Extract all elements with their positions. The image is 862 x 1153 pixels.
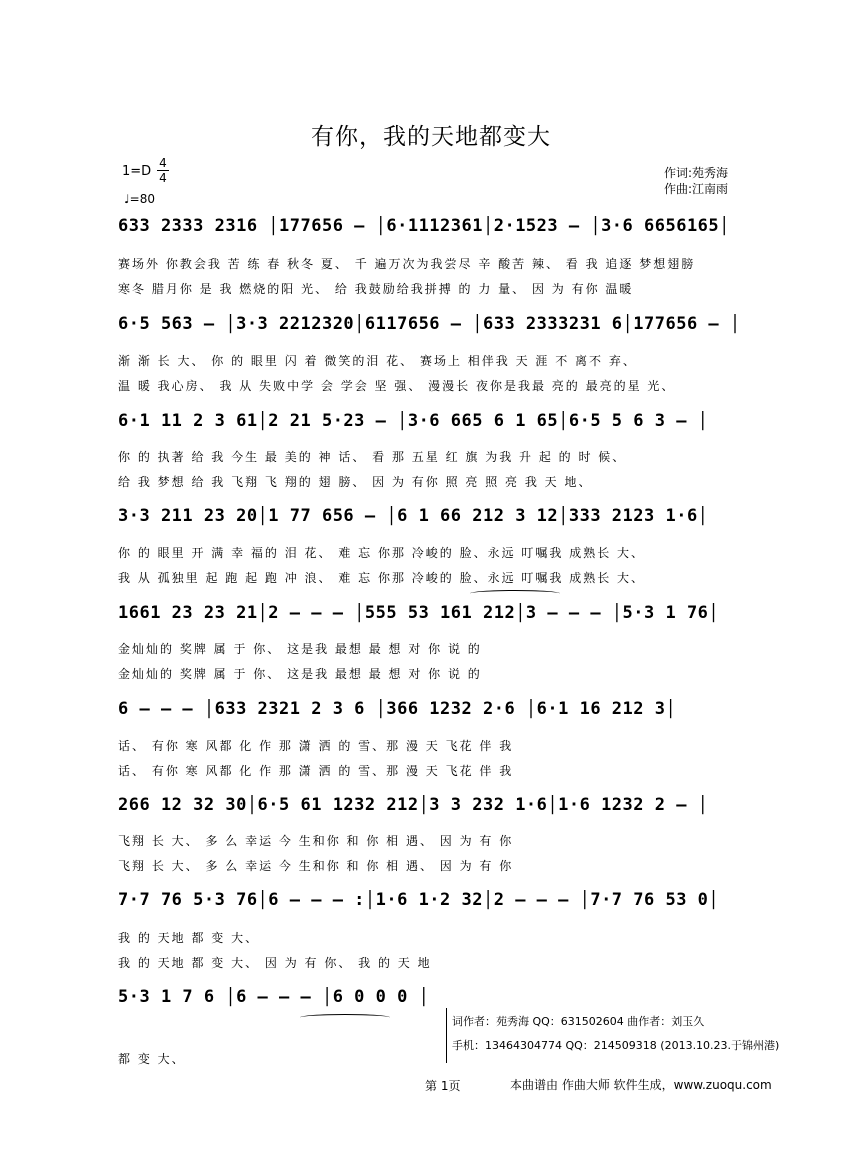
notation-line: 3·3 211 23 20│1 77 656 – │6 1 66 212 3 12│333 2123 1·6│ bbox=[118, 506, 709, 526]
staff-row bbox=[118, 597, 766, 631]
lyric-line: 飞翔 长 大、 多 么 幸运 今 生和你 和 你 相 遇、 因 为 有 你 bbox=[118, 834, 514, 848]
lyric-line: 金灿灿的 奖牌 属 于 你、 这是我 最想 最 想 对 你 说 的 bbox=[118, 642, 482, 656]
slur-mark bbox=[300, 1014, 390, 1021]
lyric-line: 你 的 执著 给 我 今生 最 美的 神 话、 看 那 五星 红 旗 为我 升 起 的 时 候、 bbox=[118, 450, 627, 464]
lyric-line: 温 暖 我心房、 我 从 失败中学 会 学会 坚 强、 漫漫长 夜你是我最 亮的 最亮的星 光、 bbox=[118, 379, 676, 393]
lyric-line: 话、 有你 寒 风都 化 作 那 潇 洒 的 雪、那 漫 天 飞花 伴 我 bbox=[118, 739, 514, 753]
staff-row bbox=[118, 884, 766, 918]
lyric-line: 飞翔 长 大、 多 么 幸运 今 生和你 和 你 相 遇、 因 为 有 你 bbox=[118, 859, 514, 873]
lyric-line: 渐 渐 长 大、 你 的 眼里 闪 着 微笑的泪 花、 赛场上 相伴我 天 涯 不 离不 弃、 bbox=[118, 354, 637, 368]
lyric-line: 金灿灿的 奖牌 属 于 你、 这是我 最想 最 想 对 你 说 的 bbox=[118, 667, 482, 681]
time-signature-top: 4 bbox=[159, 156, 167, 170]
notation-line: 6 – – – │633 2321 2 3 6 │366 1232 2·6 │6·1 16 212 3│ bbox=[118, 699, 677, 719]
time-signature-bottom: 4 bbox=[159, 171, 167, 185]
lyric-line: 话、 有你 寒 风都 化 作 那 潇 洒 的 雪、那 漫 天 飞花 伴 我 bbox=[118, 764, 514, 778]
footer-divider bbox=[446, 1008, 447, 1063]
lyricist-credit: 作词:苑秀海 bbox=[664, 166, 729, 180]
key-signature: 1=D bbox=[122, 164, 152, 179]
notation-line: 7·7 76 5·3 76│6 – – – :│1·6 1·2 32│2 – – – │7·7 76 53 0│ bbox=[118, 890, 720, 910]
footer-contact: 手机：13464304774 QQ：214509318 (2013.10.23.于锦州港) bbox=[452, 1039, 780, 1052]
staff-row bbox=[118, 405, 766, 439]
generator-credit: 本曲谱由 作曲大师 软件生成，www.zuoqu.com bbox=[510, 1078, 772, 1092]
song-title: 有你，我的天地都变大 bbox=[311, 124, 551, 150]
notation-line: 633 2333 2316 │177656 – │6·1112361│2·1523 – │3·6 6656165│ bbox=[118, 216, 730, 236]
lyric-line: 我 的 天地 都 变 大、 bbox=[118, 931, 260, 945]
staff-row bbox=[118, 693, 766, 727]
notation-line: 1661 23 23 21│2 – – – │555 53 161 212│3 – – – │5·3 1 76│ bbox=[118, 603, 720, 623]
staff-row bbox=[118, 500, 766, 534]
notation-line: 6·1 11 2 3 61│2 21 5·23 – │3·6 665 6 1 65│6·5 5 6 3 – │ bbox=[118, 411, 709, 431]
page-number: 第 1页 bbox=[425, 1079, 461, 1093]
lyric-line: 寒冬 腊月你 是 我 燃烧的阳 光、 给 我鼓励给我拼搏 的 力 量、 因 为 有你 温暖 bbox=[118, 282, 634, 296]
tempo-marking: ♩=80 bbox=[124, 192, 155, 206]
composer-credit: 作曲:江南雨 bbox=[664, 182, 729, 196]
slur-mark bbox=[470, 590, 560, 597]
staff-row bbox=[118, 789, 766, 823]
notation-line: 6·5 563 – │3·3 2212320│6117656 – │633 2333231 6│177656 – │ bbox=[118, 314, 741, 334]
staff-row bbox=[118, 308, 766, 342]
lyric-line: 赛场外 你教会我 苦 练 春 秋冬 夏、 千 遍万次为我尝尽 辛 酸苦 辣、 看 我 追逐 梦想翅膀 bbox=[118, 257, 696, 271]
lyric-line: 给 我 梦想 给 我 飞翔 飞 翔的 翅 膀、 因 为 有你 照 亮 照 亮 我 天 地、 bbox=[118, 475, 593, 489]
notation-line: 5·3 1 7 6 │6 – – – │6 0 0 0 │ bbox=[118, 987, 430, 1007]
staff-row bbox=[118, 981, 766, 1015]
time-signature bbox=[157, 157, 169, 184]
lyric-line: 我 从 孤独里 起 跑 起 跑 冲 浪、 难 忘 你那 冷峻的 脸、永远 叮嘱我 成熟长 大、 bbox=[118, 571, 646, 585]
lyric-line: 你 的 眼里 开 满 幸 福的 泪 花、 难 忘 你那 冷峻的 脸、永远 叮嘱我 成熟长 大、 bbox=[118, 546, 646, 560]
lyric-line: 都 变 大、 bbox=[118, 1052, 186, 1066]
staff-row bbox=[118, 210, 766, 244]
footer-authors: 词作者：苑秀海 QQ：631502604 曲作者：刘玉久 bbox=[452, 1015, 705, 1028]
notation-line: 266 12 32 30│6·5 61 1232 212│3 3 232 1·6│1·6 1232 2 – │ bbox=[118, 795, 709, 815]
lyric-line: 我 的 天地 都 变 大、 因 为 有 你、 我 的 天 地 bbox=[118, 956, 432, 970]
